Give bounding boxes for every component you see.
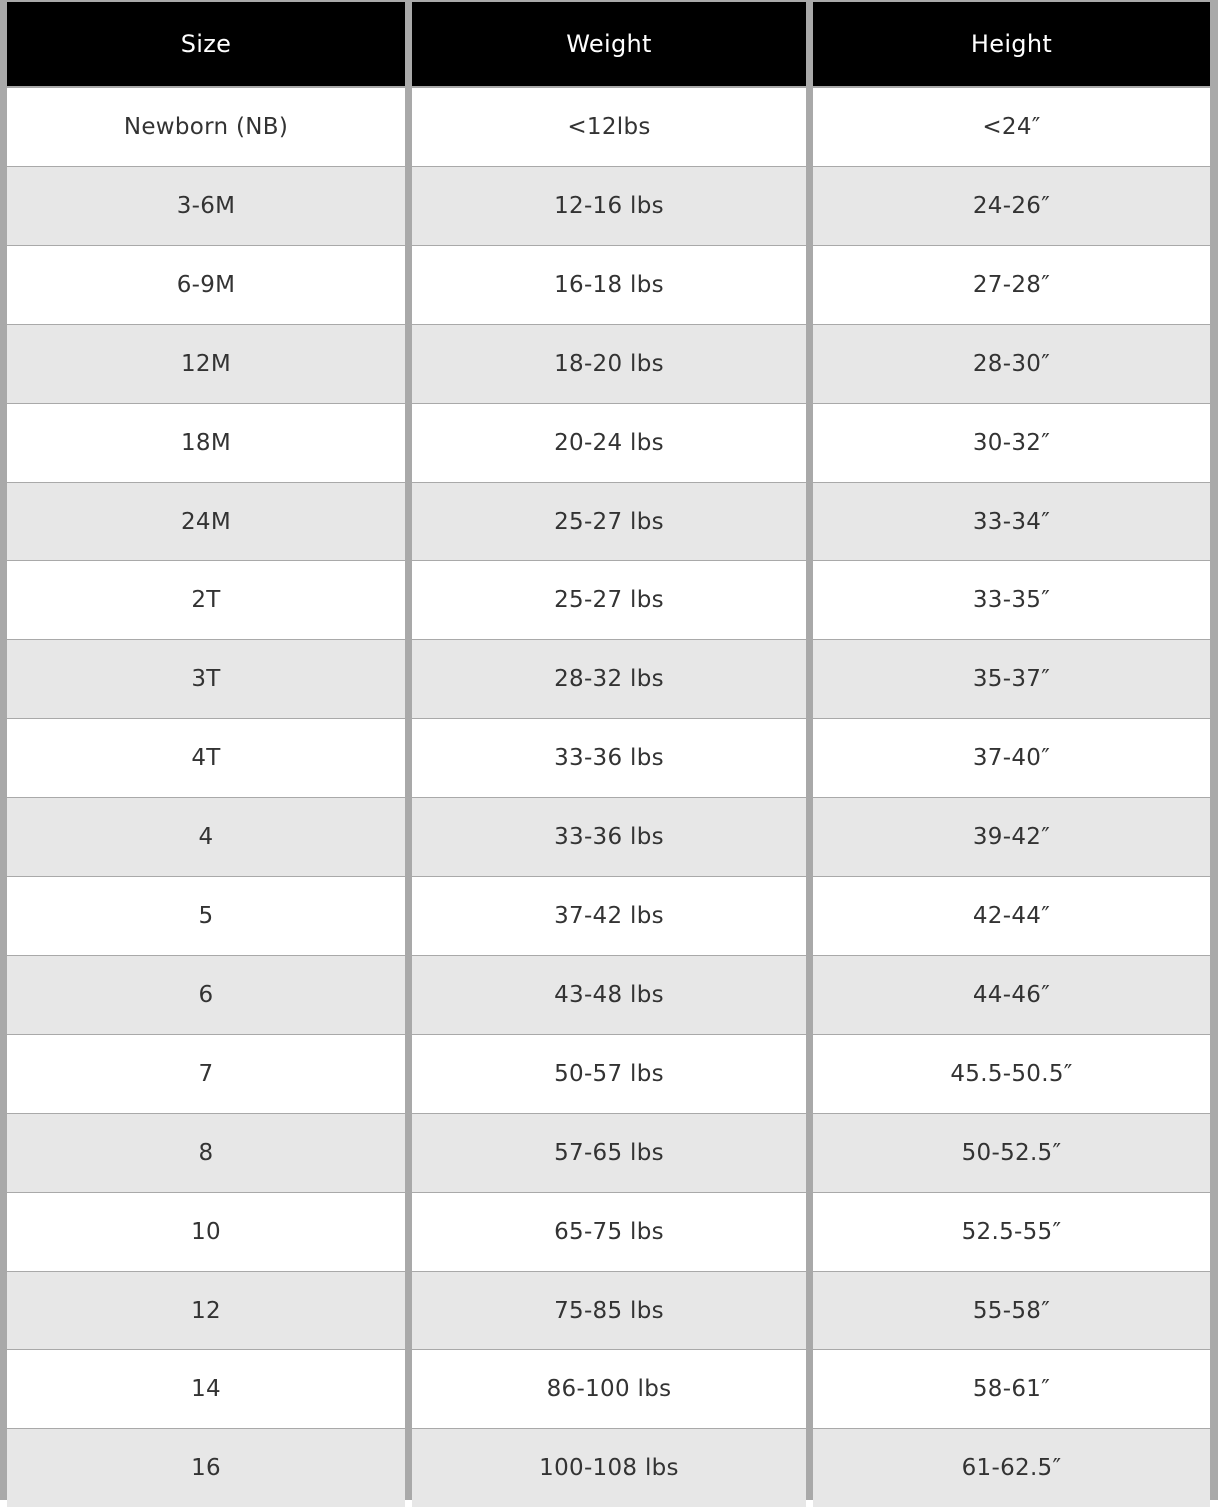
table-cell-height: 28-30″ xyxy=(813,325,1210,403)
table-cell-size: 3T xyxy=(7,640,405,718)
table-cell-height: 52.5-55″ xyxy=(813,1193,1210,1271)
table-cell-height: 35-37″ xyxy=(813,640,1210,718)
table-cell-size: 24M xyxy=(7,483,405,560)
table-cell-weight: 28-32 lbs xyxy=(412,640,806,718)
table-cell-size: 10 xyxy=(7,1193,405,1271)
table-cell-height: 44-46″ xyxy=(813,956,1210,1034)
table-cell-size: 18M xyxy=(7,404,405,482)
table-cell-size: 5 xyxy=(7,877,405,955)
table-cell-size: 3-6M xyxy=(7,167,405,245)
column-header-weight: Weight xyxy=(412,2,806,86)
table-cell-size: Newborn (NB) xyxy=(7,88,405,166)
table-cell-height: 24-26″ xyxy=(813,167,1210,245)
table-cell-weight: 86-100 lbs xyxy=(412,1350,806,1428)
table-cell-size: 7 xyxy=(7,1035,405,1113)
table-cell-weight: 12-16 lbs xyxy=(412,167,806,245)
table-cell-height: 30-32″ xyxy=(813,404,1210,482)
table-cell-weight: 16-18 lbs xyxy=(412,246,806,324)
table-cell-weight: 33-36 lbs xyxy=(412,719,806,797)
table-cell-height: 55-58″ xyxy=(813,1272,1210,1349)
column-header-size: Size xyxy=(7,2,405,86)
table-cell-weight: 50-57 lbs xyxy=(412,1035,806,1113)
table-cell-weight: 43-48 lbs xyxy=(412,956,806,1034)
table-cell-height: <24″ xyxy=(813,88,1210,166)
table-cell-height: 50-52.5″ xyxy=(813,1114,1210,1192)
table-cell-weight: 33-36 lbs xyxy=(412,798,806,876)
table-cell-weight: 25-27 lbs xyxy=(412,483,806,560)
size-column xyxy=(7,2,405,1495)
column-header-height: Height xyxy=(813,2,1210,86)
table-cell-size: 6-9M xyxy=(7,246,405,324)
table-cell-height: 33-35″ xyxy=(813,561,1210,639)
table-cell-size: 2T xyxy=(7,561,405,639)
table-cell-height: 61-62.5″ xyxy=(813,1429,1210,1507)
table-cell-weight: 18-20 lbs xyxy=(412,325,806,403)
table-cell-weight: 75-85 lbs xyxy=(412,1272,806,1349)
weight-column xyxy=(412,2,806,1495)
table-cell-height: 37-40″ xyxy=(813,719,1210,797)
table-cell-size: 6 xyxy=(7,956,405,1034)
table-cell-height: 33-34″ xyxy=(813,483,1210,560)
height-column xyxy=(813,2,1210,1495)
table-cell-weight: 57-65 lbs xyxy=(412,1114,806,1192)
table-cell-size: 14 xyxy=(7,1350,405,1428)
table-cell-height: 58-61″ xyxy=(813,1350,1210,1428)
table-cell-weight: 100-108 lbs xyxy=(412,1429,806,1507)
table-cell-size: 4T xyxy=(7,719,405,797)
table-cell-size: 12M xyxy=(7,325,405,403)
table-cell-height: 42-44″ xyxy=(813,877,1210,955)
table-cell-weight: 25-27 lbs xyxy=(412,561,806,639)
table-cell-size: 8 xyxy=(7,1114,405,1192)
table-cell-weight: <12lbs xyxy=(412,88,806,166)
table-cell-height: 27-28″ xyxy=(813,246,1210,324)
table-cell-size: 16 xyxy=(7,1429,405,1507)
table-cell-weight: 65-75 lbs xyxy=(412,1193,806,1271)
table-cell-weight: 20-24 lbs xyxy=(412,404,806,482)
table-cell-size: 4 xyxy=(7,798,405,876)
table-cell-size: 12 xyxy=(7,1272,405,1349)
table-cell-height: 45.5-50.5″ xyxy=(813,1035,1210,1113)
table-cell-weight: 37-42 lbs xyxy=(412,877,806,955)
table-cell-height: 39-42″ xyxy=(813,798,1210,876)
